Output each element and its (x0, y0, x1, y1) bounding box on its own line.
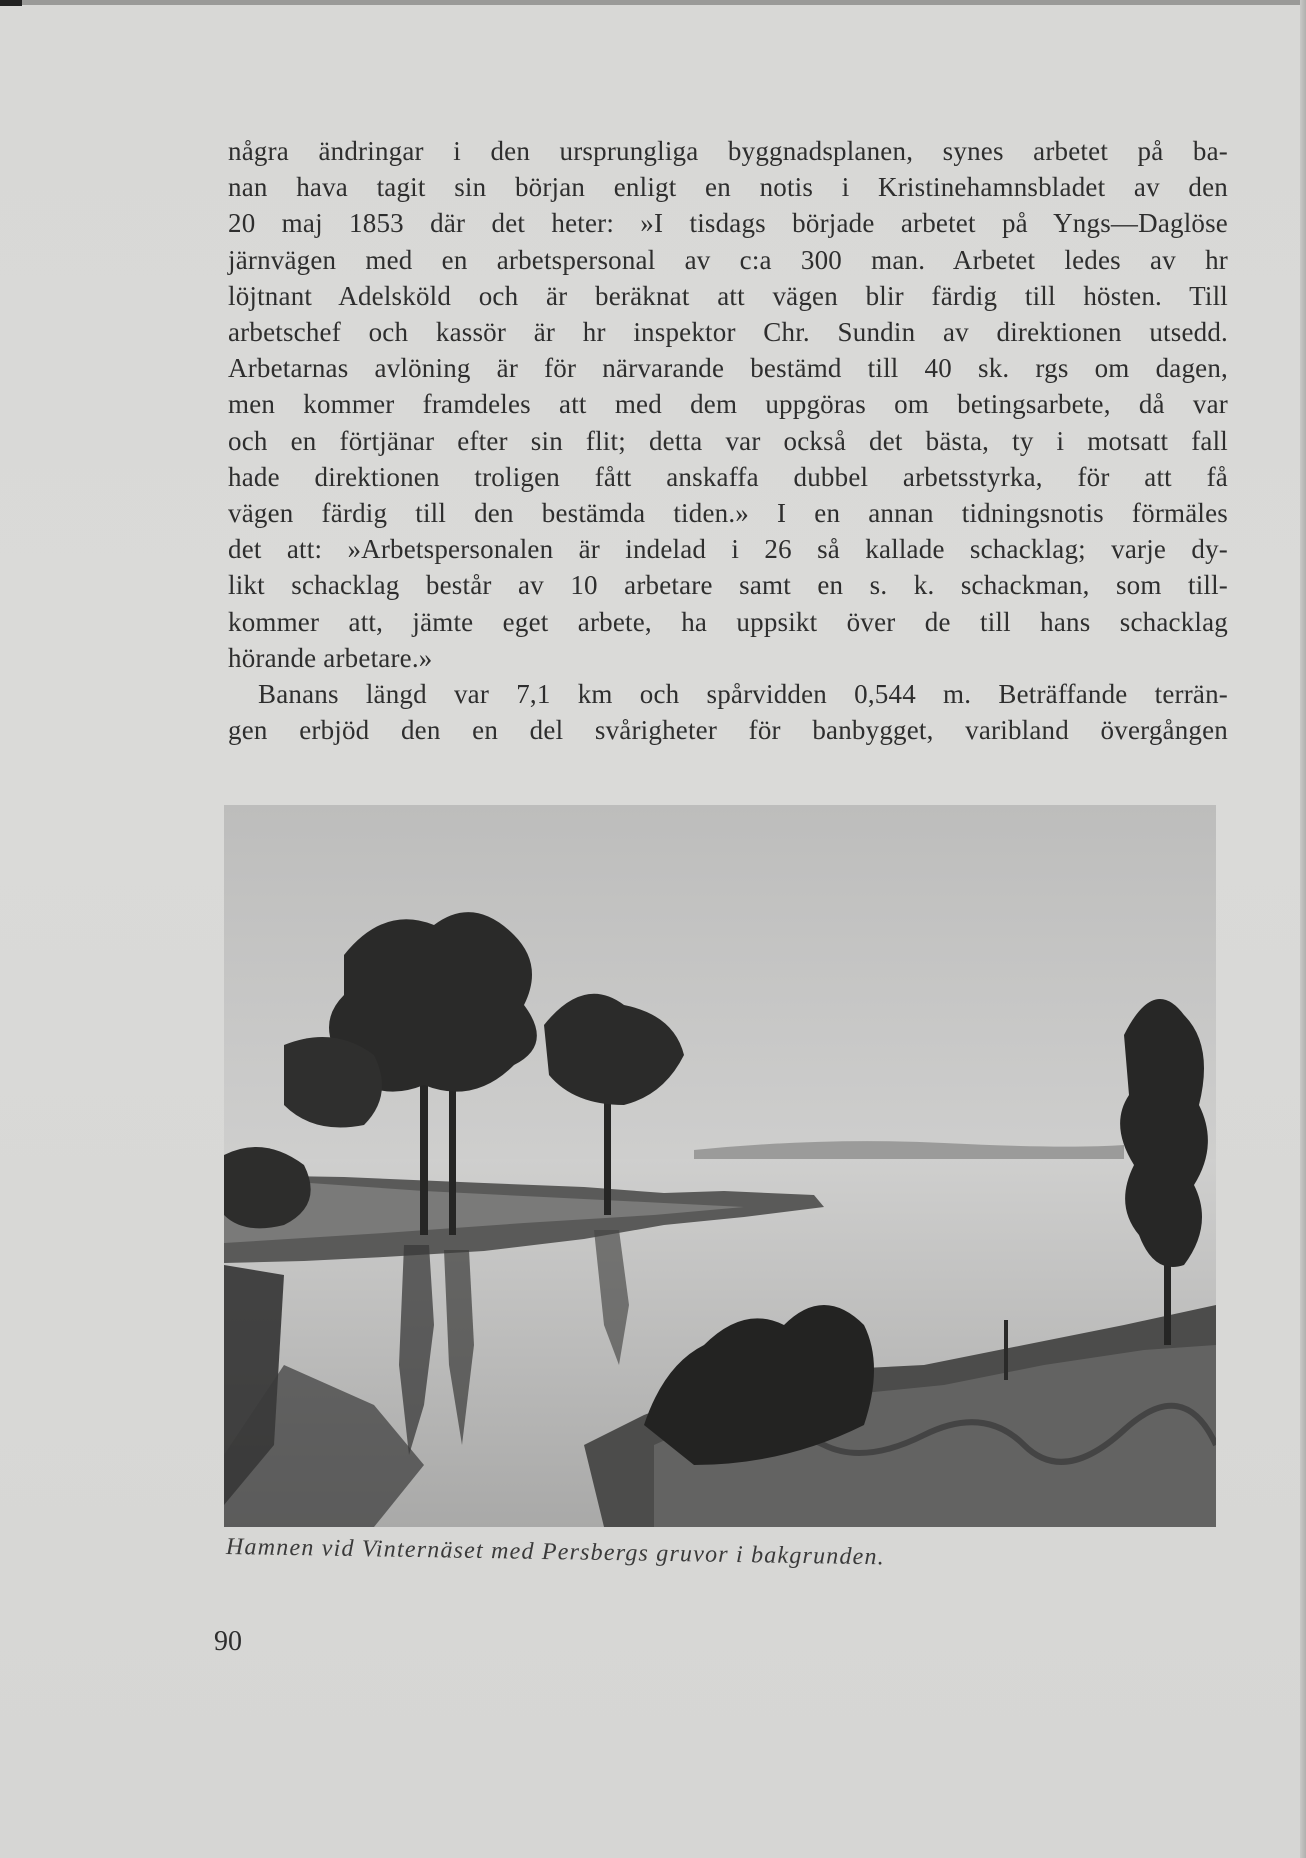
text-line: löjtnant Adelsköld och är beräknat att vägen blir färdig till hösten. Till (228, 280, 1228, 311)
body-text (228, 133, 1228, 748)
corner-mark (0, 0, 22, 6)
text-line: Banans längd var 7,1 km och spårvidden 0,544 m. Beträffande terrän- (258, 679, 1228, 710)
text-line: nan hava tagit sin början enligt en notis i Kristinehamnsbladet av den (228, 172, 1228, 203)
text-line: gen erbjöd den en del svårigheter för banbygget, varibland övergången (228, 715, 1228, 746)
photo-caption: Hamnen vid Vinternäset med Persbergs gruvor i bakgrunden. (225, 1534, 886, 1571)
text-line: och en förtjänar efter sin flit; detta var också det bästa, ty i motsatt fall (228, 425, 1228, 456)
text-line: men kommer framdeles att med dem uppgöras om betingsarbete, då var (228, 389, 1228, 420)
text-line: järnvägen med en arbetspersonal av c:a 300 man. Arbetet ledes av hr (228, 244, 1228, 275)
text-line: 20 maj 1853 där det heter: »I tisdags började arbetet på Yngs—Daglöse (228, 208, 1228, 239)
text-line: vägen färdig till den bestämda tiden.» I en annan tidningsnotis förmäles (228, 498, 1228, 529)
text-line: likt schacklag består av 10 arbetare samt en s. k. schackman, som till- (228, 570, 1228, 601)
text-line: det att: »Arbetspersonalen är indelad i 26 så kallade schacklag; varje dy- (228, 534, 1228, 565)
text-line: hörande arbetare.» (228, 642, 433, 673)
text-line: några ändringar i den ursprungliga byggnadsplanen, synes arbetet på ba- (228, 136, 1228, 166)
text-line: arbetschef och kassör är hr inspektor Chr. Sundin av direktionen utsedd. (228, 317, 1228, 348)
lake-photograph (224, 805, 1216, 1527)
page-right-edge (1300, 0, 1306, 1858)
text-line: kommer att, jämte eget arbete, ha uppsikt över de till hans schacklag (228, 606, 1228, 637)
page-top-edge (0, 0, 1306, 5)
text-line: Arbetarnas avlöning är för närvarande bestämd till 40 sk. rgs om dagen, (228, 353, 1228, 384)
text-line: hade direktionen troligen fått anskaffa dubbel arbetsstyrka, för att få (228, 461, 1228, 492)
page-number: 90 (214, 1626, 242, 1657)
lake-photograph-illustration (224, 805, 1216, 1527)
